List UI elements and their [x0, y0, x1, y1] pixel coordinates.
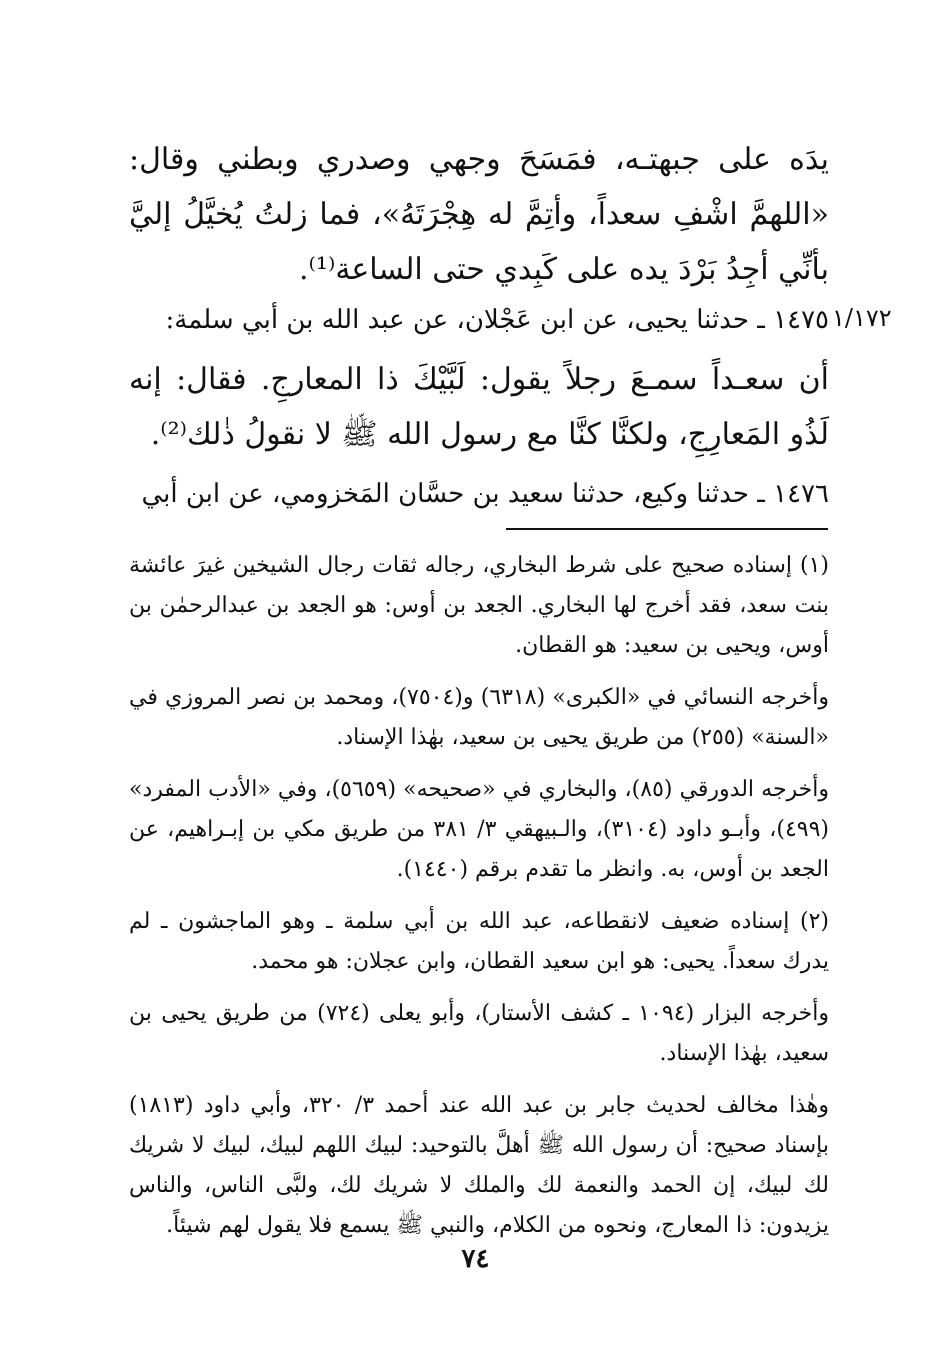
- footnote-1-paragraph-3: وأخرجه الدورقي (٨٥)، والبخاري في «صحيحه» (٥٦٥٩)، وفي «الأدب المفرد» (٤٩٩)، وأبـو داود (٣١٠٤)، والـبيهقي ٣/ ٣٨١ من طريق مكي بن إبـراهيم، عن الجعد بن أوس، به. وانظر ما تقدم برقم (١٤٤٠).: [129, 777, 830, 882]
- continued-hadith-text: يدَه على جبهتـه، فمَسَحَ وجهي وصدري وبطني وقال: «اللهمَّ اشْفِ سعداً، وأتِمَّ له هِجْرَتَهُ»، فما زلتُ يُخيَّلُ إليَّ بأنِّي أجِدُ بَرْدَ يده على كَبِدي حتى الساعة⁽¹⁾.: [129, 142, 829, 287]
- hadith-1475-isnad: ١٤٧٥ ـ حدثنا يحيى، عن ابن عَجْلان، عن عبد الله بن أبي سلمة:: [165, 305, 829, 335]
- hadith-1476-isnad: ١٤٧٦ ـ حدثنا وكيع، حدثنا سعيد بن حسَّان المَخزومي، عن ابن أبي: [141, 479, 829, 509]
- footnote-2: (٢) إسناده ضعيف لانقطاعه، عبد الله بن أبي سلمة ـ وهو الماجشون ـ لم يدرك سعداً. يحيى: هو ابن سعيد القطان، وابن عجلان: هو محمد.: [129, 909, 829, 974]
- footnote-1: (١) إسناده صحيح على شرط البخاري، رجاله ثقات رجال الشيخين غيرَ عائشة بنت سعد، فقد أخرج لها البخاري. الجعد بن أوس: هو الجعد بن عبدالرحمٰن بن أوس، ويحيى بن سعيد: هو القطان.: [129, 553, 829, 658]
- footnote-divider: [506, 528, 828, 530]
- footnote-2-paragraph-2: وأخرجه البزار (١٠٩٤ ـ كشف الأستار)، وأبو يعلى (٧٢٤) من طريق يحيى بن سعيد، بهٰذا الإسناد.: [129, 1001, 829, 1066]
- page-number: ٧٤: [461, 1244, 490, 1274]
- footnotes: [129, 546, 829, 1258]
- footnote-2-paragraph-3: وهٰذا مخالف لحديث جابر بن عبد الله عند أحمد ٣/ ٣٢٠، وأبي داود (١٨١٣) بإسناد صحيح: أن رسول الله ﷺ أهلَّ بالتوحيد: لبيك اللهم لبيك، لبيك لا شريك لك لبيك، إن الحمد والنعمة لك والملك لا شريك لك، ولبَّى الناس، والناس يزيدون: ذا المعارج، ونحوه من الكلام، والنبي ﷺ يسمع فلا يقول لهم شيئاً.: [129, 1093, 829, 1238]
- hadith-1475-matn: أن سعـداً سمـعَ رجلاً يقول: لَبَّيْكَ ذا المعارجِ. فقال: إنه لَذُو المَعارِجِ، ولكنَّا كنَّا مع رسول الله ﷺ لا نقولُ ذٰلك⁽²⁾.: [129, 362, 829, 452]
- volume-page-reference: ١/١٧٢: [832, 304, 892, 332]
- footnote-1-paragraph-2: وأخرجه النسائي في «الكبرى» (٦٣١٨) و(٧٥٠٤)، ومحمد بن نصر المروزي في «السنة» (٢٥٥) من طريق يحيى بن سعيد، بهٰذا الإسناد.: [129, 685, 829, 750]
